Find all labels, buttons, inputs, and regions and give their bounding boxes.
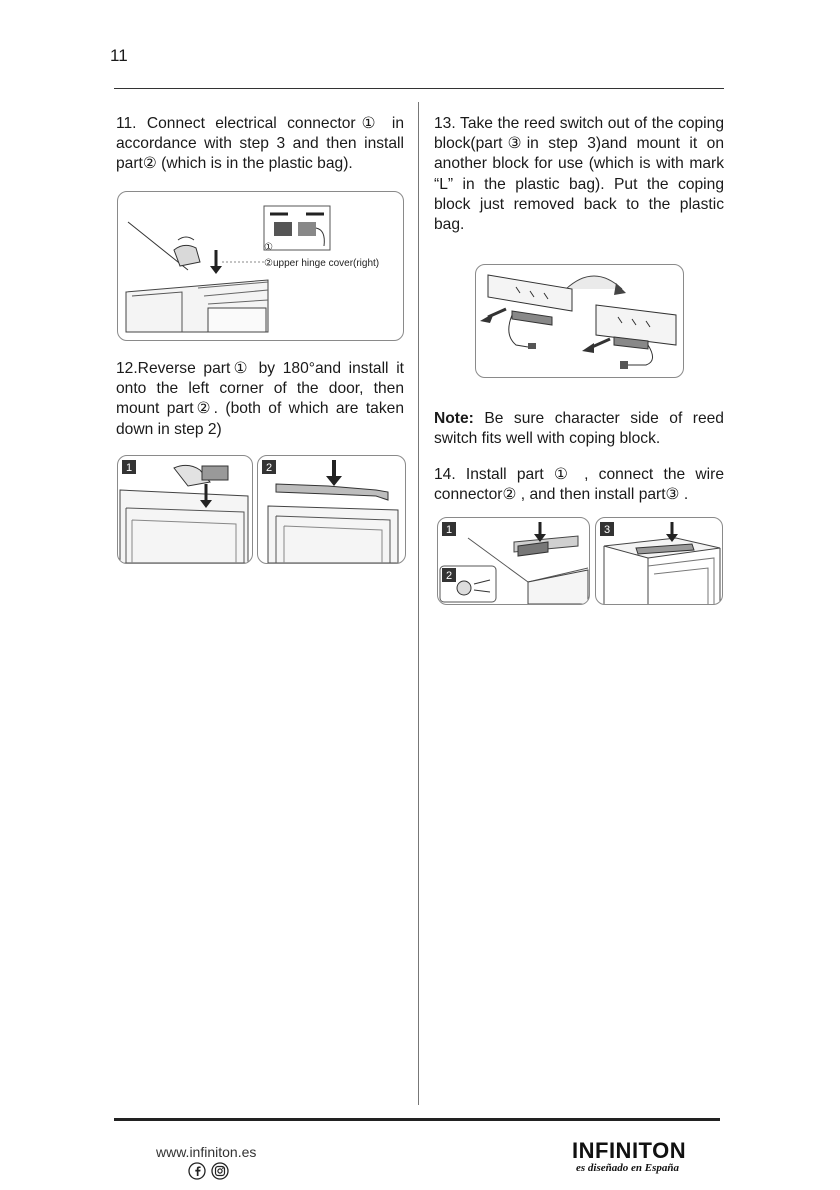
footer-divider	[114, 1118, 720, 1121]
fig4-badge-1: 1	[445, 524, 453, 536]
figure-step-12-a-drawing	[118, 456, 252, 563]
figure-step-14-a	[437, 517, 590, 605]
fig4-badge-3: 3	[603, 524, 611, 536]
instagram-icon[interactable]	[212, 1163, 228, 1179]
fig1-label-1: ①	[264, 242, 273, 253]
figure-step-12-b-drawing	[258, 456, 405, 563]
brand-logo: INFINITON	[572, 1138, 687, 1163]
note-paragraph	[434, 409, 724, 449]
step-11-text: 11. Connect electrical connector① in accordance with step 3 and then install part② (which is in the plastic bag).	[116, 115, 404, 173]
step-12-text: 12.Reverse part① by 180°and install it onto the left corner of the door, then mount part②. (both of which are taken down in step 2)	[116, 360, 404, 438]
figure-step-11-drawing	[118, 192, 403, 340]
website-link[interactable]: www.infiniton.es	[156, 1144, 257, 1160]
fig2-badge-2: 2	[265, 462, 273, 474]
figure-step-12-a	[117, 455, 253, 564]
figure-step-14-b-drawing	[596, 518, 722, 604]
column-divider	[418, 102, 419, 1105]
figure-step-13	[475, 264, 684, 378]
fig2-badge-1: 1	[125, 462, 133, 474]
figure-step-11	[117, 191, 404, 341]
note-text: Be sure character side of reed switch fits well with coping block.	[434, 410, 724, 448]
step-13-text: 13. Take the reed switch out of the coping block(part③in step 3)and mount it on another block for use (which is with mark “L” in the plastic bag). Put the coping block just removed back to the plastic bag.	[434, 115, 724, 234]
step-14-text: 14. Install part ① , connect the wire connector② , and then install part③ .	[434, 466, 724, 504]
figure-step-13-drawing	[476, 265, 683, 377]
header-divider	[114, 88, 724, 89]
social-icons	[188, 1162, 232, 1180]
facebook-icon[interactable]	[189, 1163, 205, 1179]
note-label: Note:	[434, 410, 474, 427]
page-number: 11	[110, 46, 128, 65]
figure-step-14-b	[595, 517, 723, 605]
fig4-badge-2: 2	[445, 570, 453, 582]
figure-step-14-a-drawing	[438, 518, 589, 604]
figure-step-12-b	[257, 455, 406, 564]
brand-tagline: es diseñado en España	[576, 1162, 679, 1174]
fig1-label-2: ②upper hinge cover(right)	[264, 258, 380, 269]
